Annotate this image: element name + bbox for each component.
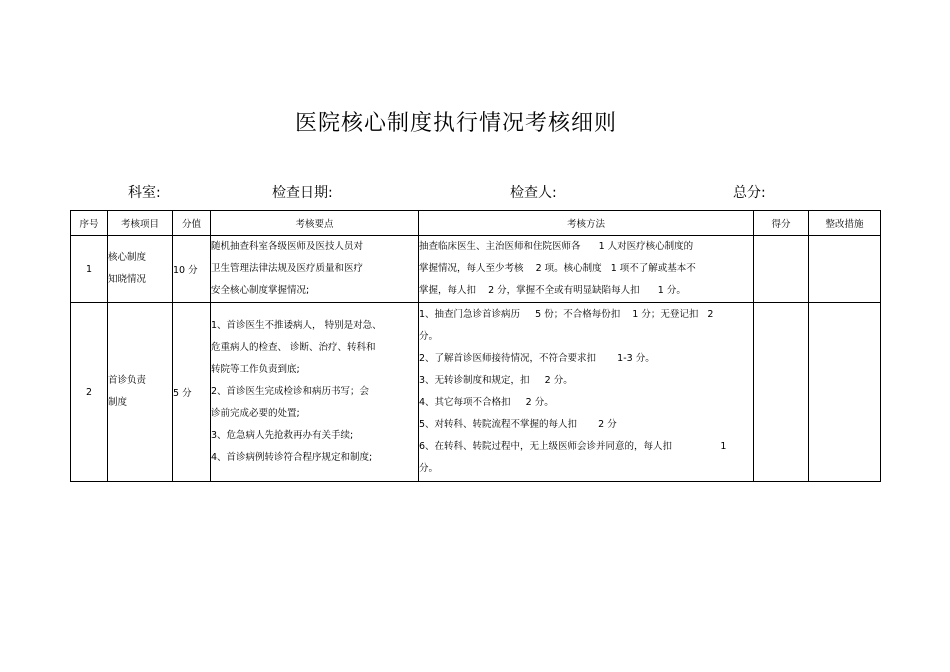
item-line: 制度 bbox=[108, 397, 128, 408]
table-row bbox=[71, 236, 881, 303]
item-line: 知晓情况 bbox=[108, 274, 147, 285]
assessment-table bbox=[70, 210, 881, 482]
points-line: 随机抽查科室各级医师及医技人员对 bbox=[211, 241, 364, 252]
header-method: 考核方法 bbox=[419, 211, 754, 236]
points-line: 3、危急病人先抢救再办有关手续; bbox=[211, 430, 354, 441]
method-line: 分。 bbox=[419, 331, 439, 342]
points-line: 诊前完成必要的处置; bbox=[211, 408, 300, 419]
total-score-label: 总分: bbox=[733, 185, 766, 201]
method-line: 4、其它每项不合格扣 2 分。 bbox=[419, 397, 554, 408]
table-header-row bbox=[71, 211, 881, 236]
points-line: 安全核心制度掌握情况; bbox=[211, 285, 310, 296]
row-item bbox=[108, 303, 173, 482]
points-line: 2、首诊医生完成检诊和病历书写；会 bbox=[211, 386, 370, 397]
got-score-cell[interactable] bbox=[754, 303, 809, 482]
row-points bbox=[211, 303, 419, 482]
method-line: 分。 bbox=[419, 463, 439, 474]
points-line: 转院等工作负责到底; bbox=[211, 364, 300, 375]
header-got-score: 得分 bbox=[754, 211, 809, 236]
header-item: 考核项目 bbox=[108, 211, 173, 236]
method-line: 掌握情况，每人至少考核 2 项。核心制度 1 项不了解或基本不 bbox=[419, 263, 696, 274]
method-line: 2、了解首诊医师接待情况，不符合要求扣 1-3 分。 bbox=[419, 353, 655, 364]
header-score: 分值 bbox=[173, 211, 211, 236]
inspector-label: 检查人: bbox=[510, 185, 557, 201]
method-line: 抽查临床医生、主治医师和住院医师各 1 人对医疗核心制度的 bbox=[419, 241, 694, 252]
header-points: 考核要点 bbox=[211, 211, 419, 236]
rectify-cell[interactable] bbox=[809, 303, 881, 482]
method-line: 5、对转科、转院流程不掌握的每人扣 2 分 bbox=[419, 419, 617, 430]
department-label: 科室: bbox=[128, 185, 161, 201]
method-line: 掌握，每人扣 2 分，掌握不全或有明显缺陷每人扣 1 分。 bbox=[419, 285, 686, 296]
header-num: 序号 bbox=[71, 211, 108, 236]
inspection-date-label: 检查日期: bbox=[272, 185, 333, 201]
item-line: 核心制度 bbox=[108, 252, 147, 263]
header-rectify: 整改措施 bbox=[809, 211, 881, 236]
page-title: 医院核心制度执行情况考核细则 bbox=[294, 111, 617, 136]
points-line: 危重病人的检查、 诊断、治疗、转科和 bbox=[211, 342, 376, 353]
table-row bbox=[71, 303, 881, 482]
row-points bbox=[211, 236, 419, 303]
row-num: 2 bbox=[71, 303, 108, 482]
row-method bbox=[419, 236, 754, 303]
points-line: 卫生管理法律法规及医疗质量和医疗 bbox=[211, 263, 364, 274]
row-score: 10 分 bbox=[173, 236, 211, 303]
points-line: 4、首诊病例转诊符合程序规定和制度; bbox=[211, 452, 373, 463]
row-score: 5 分 bbox=[173, 303, 211, 482]
row-method bbox=[419, 303, 754, 482]
rectify-cell[interactable] bbox=[809, 236, 881, 303]
method-line: 3、无转诊制度和规定，扣 2 分。 bbox=[419, 375, 573, 386]
header-fields bbox=[0, 182, 950, 204]
method-line: 6、在转科、转院过程中，无上级医师会诊并同意的，每人扣 1 bbox=[419, 441, 727, 452]
method-line: 1、抽查门急诊首诊病历 5 份；不合格每份扣 1 分；无登记扣 2 bbox=[419, 309, 714, 320]
points-line: 1、首诊医生不推诿病人， 特别是对急、 bbox=[211, 320, 382, 331]
got-score-cell[interactable] bbox=[754, 236, 809, 303]
item-line: 首诊负责 bbox=[108, 375, 147, 386]
row-num: 1 bbox=[71, 236, 108, 303]
row-item bbox=[108, 236, 173, 303]
